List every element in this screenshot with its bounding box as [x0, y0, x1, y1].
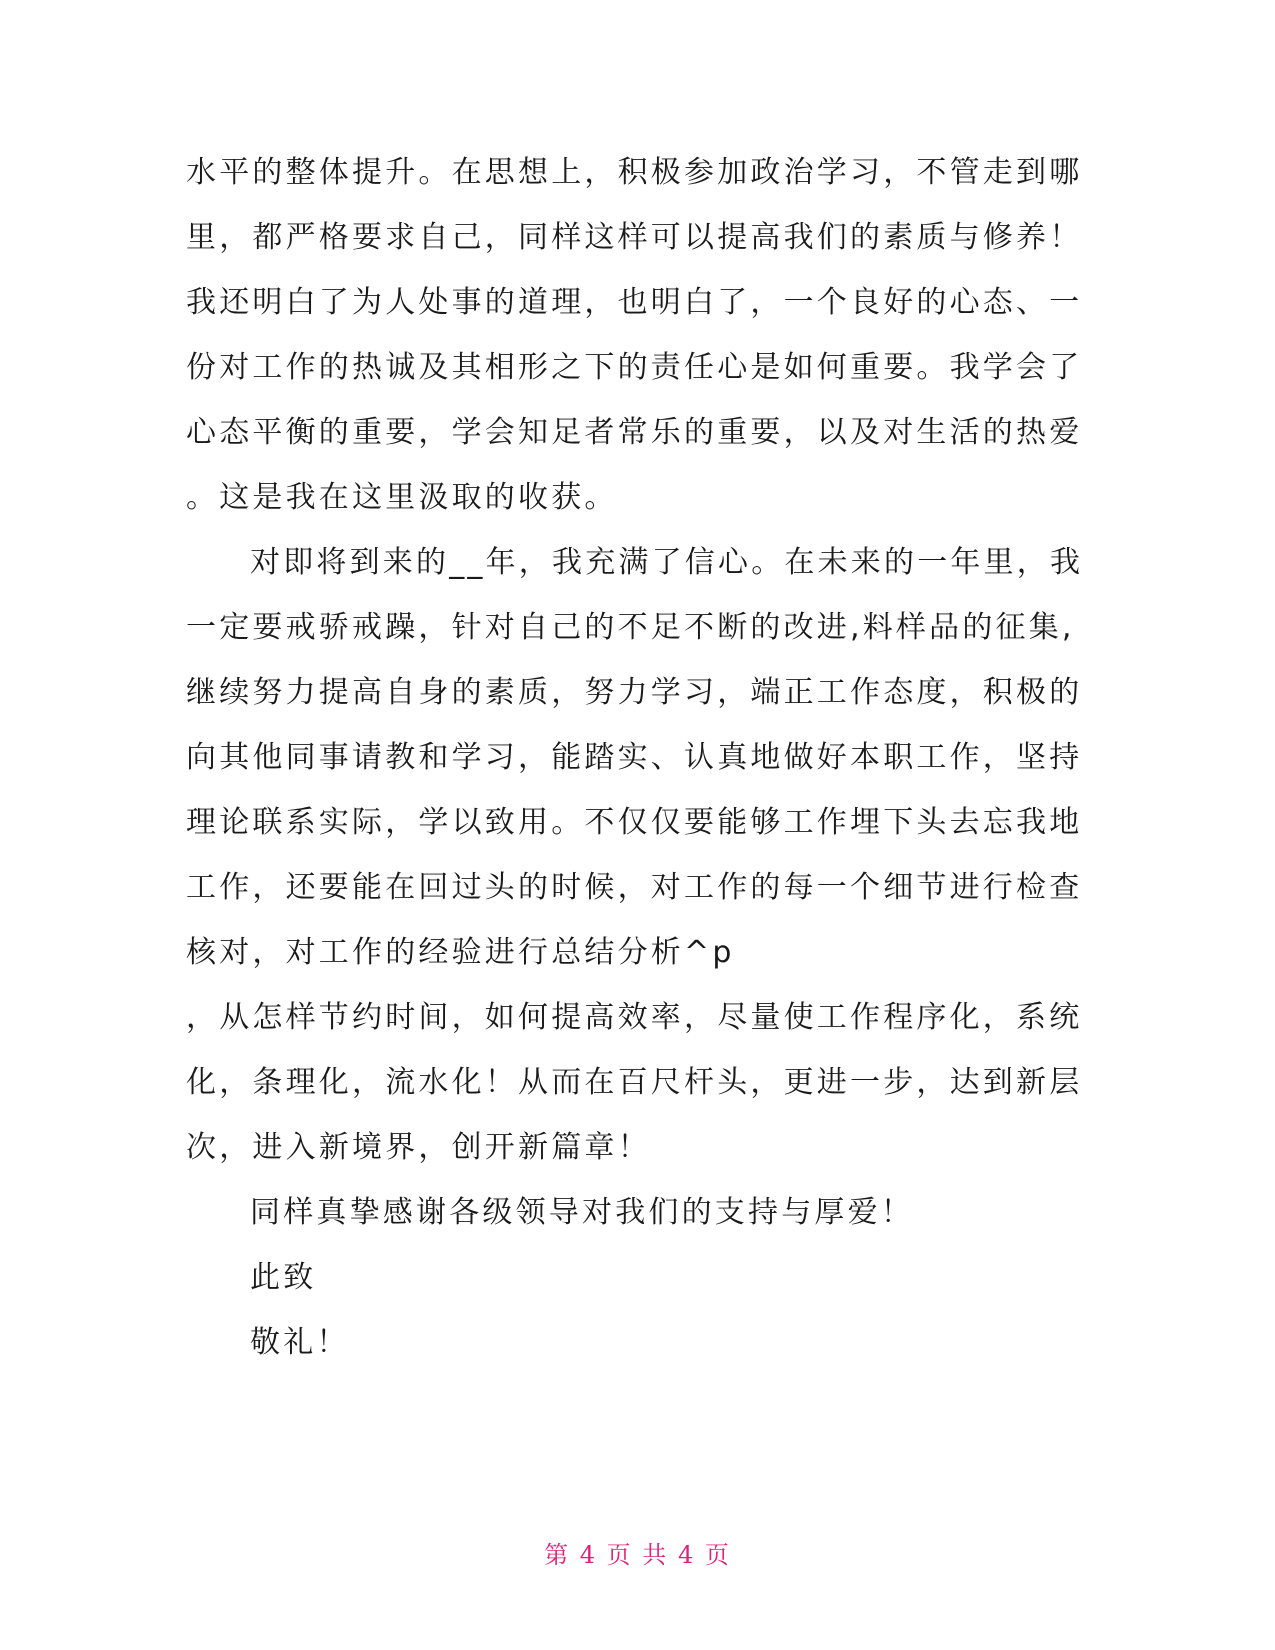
text-line: 继续努力提高自身的素质，努力学习，端正工作态度，积极的: [186, 675, 1083, 710]
text-line: 工作，还要能在回过头的时候，对工作的每一个细节进行检查: [186, 870, 1083, 905]
text-line: 我还明白了为人处事的道理，也明白了，一个良好的心态、一: [186, 285, 1083, 320]
salutation-line: 敬礼！: [250, 1325, 350, 1360]
text-line: 一定要戒骄戒躁，针对自己的不足不断的改进,料样品的征集,: [186, 610, 1075, 645]
text-line: 。这是我在这里汲取的收获。: [186, 480, 618, 515]
text-line: 核对，对工作的经验进行总结分析^p: [186, 935, 735, 970]
text-line: ，从怎样节约时间，如何提高效率，尽量使工作程序化，系统: [186, 1000, 1083, 1035]
text-line: 向其他同事请教和学习，能踏实、认真地做好本职工作，坚持: [186, 740, 1083, 775]
text-line: 次，进入新境界，创开新篇章！: [186, 1130, 651, 1165]
closing-line: 此致: [250, 1260, 317, 1295]
page-number-footer: 第 4 页 共 4 页: [544, 1541, 731, 1569]
text-line: 里，都严格要求自己，同样这样可以提高我们的素质与修养！: [186, 220, 1083, 255]
text-line: 理论联系实际，学以致用。不仅仅要能够工作埋下头去忘我地: [186, 805, 1083, 840]
text-line: 份对工作的热诚及其相形之下的责任心是如何重要。我学会了: [186, 350, 1083, 385]
thanks-line: 同样真挚感谢各级领导对我们的支持与厚爱！: [250, 1195, 914, 1230]
paragraph-start-line: 对即将到来的__年，我充满了信心。在未来的一年里，我: [250, 545, 1084, 580]
text-line: 化，条理化，流水化！从而在百尺杆头，更进一步，达到新层: [186, 1065, 1083, 1100]
document-body: [186, 140, 1086, 1375]
text-line: 心态平衡的重要，学会知足者常乐的重要，以及对生活的热爱: [186, 415, 1083, 450]
text-line: 水平的整体提升。在思想上，积极参加政治学习，不管走到哪: [186, 155, 1083, 190]
